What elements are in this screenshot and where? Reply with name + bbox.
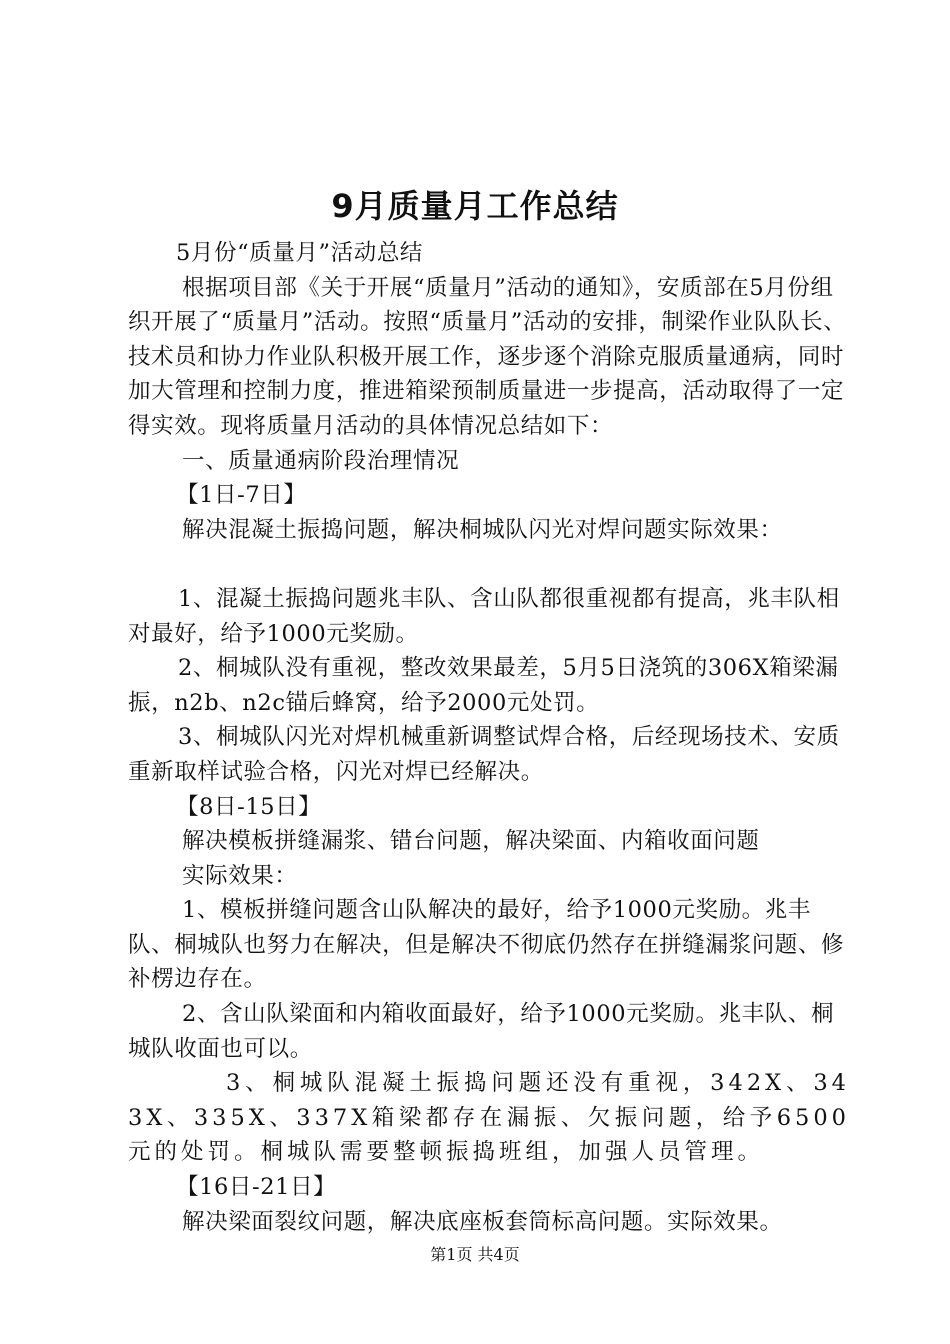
period-heading: 【1日-7日】: [176, 482, 307, 509]
intro-paragraph: 根据项目部《关于开展“质量月”活动的通知》，安质部在5月份组织开展了“质量月”活动。按照“质量月”活动的安排，制梁作业队队长、技术员和协力作业队积极开展工作，逐步逐个消除克服质量通病，同时加大管理和控制力度，推进箱梁预制质量进一步提高，活动取得了一定得实效。现将质量月活动的具体情况总结如下：: [128, 274, 847, 439]
effect-label: 实际效果：: [182, 862, 298, 889]
result-item: 2、含山队梁面和内箱收面最好，给予1000元奖励。兆丰队、桐城队收面也可以。: [128, 1001, 835, 1062]
result-item: 2、桐城队没有重视，整改效果最差，5月5日浇筑的306X箱梁漏振，n2b、n2c锚后蜂窝，给予2000元处罚。: [128, 655, 839, 716]
subtitle-paragraph: 5月份“质量月”活动总结: [176, 240, 424, 266]
page-footer: 第1页 共4页: [430, 1245, 520, 1264]
section-heading: 一、质量通病阶段治理情况: [182, 447, 460, 474]
result-item: 1、模板拼缝问题含山队解决的最好，给予1000元奖励。兆丰队、桐城队也努力在解决，但是解决不彻底仍然存在拼缝漏浆问题、修补楞边存在。: [128, 897, 845, 993]
task-paragraph: 解决梁面裂纹问题，解决底座板套筒标高问题。实际效果。: [182, 1208, 783, 1235]
task-paragraph: 解决混凝土振捣问题，解决桐城队闪光对焊问题实际效果：: [182, 516, 783, 543]
task-paragraph: 解决模板拼缝漏浆、错台问题，解决梁面、内箱收面问题: [182, 828, 760, 855]
result-item: 3、桐城队混凝土振捣问题还没有重视，342X、343X、335X、337X箱梁都存在漏振、欠振问题，给予6500元的处罚。桐城队需要整顿振捣班组，加强人员管理。: [128, 1070, 850, 1166]
document-body: [128, 236, 850, 1239]
result-item: 3、桐城队闪光对焊机械重新调整试焊合格，后经现场技术、安质重新取样试验合格，闪光对焊已经解决。: [128, 724, 840, 785]
result-item: 1、混凝土振捣问题兆丰队、含山队都很重视都有提高，兆丰队相对最好，给予1000元奖励。: [128, 585, 840, 647]
blank-line: [128, 547, 850, 582]
period-heading: 【8日-15日】: [176, 793, 322, 820]
period-heading: 【16日-21日】: [176, 1174, 337, 1201]
document-title: 9月质量月工作总结: [331, 187, 619, 225]
